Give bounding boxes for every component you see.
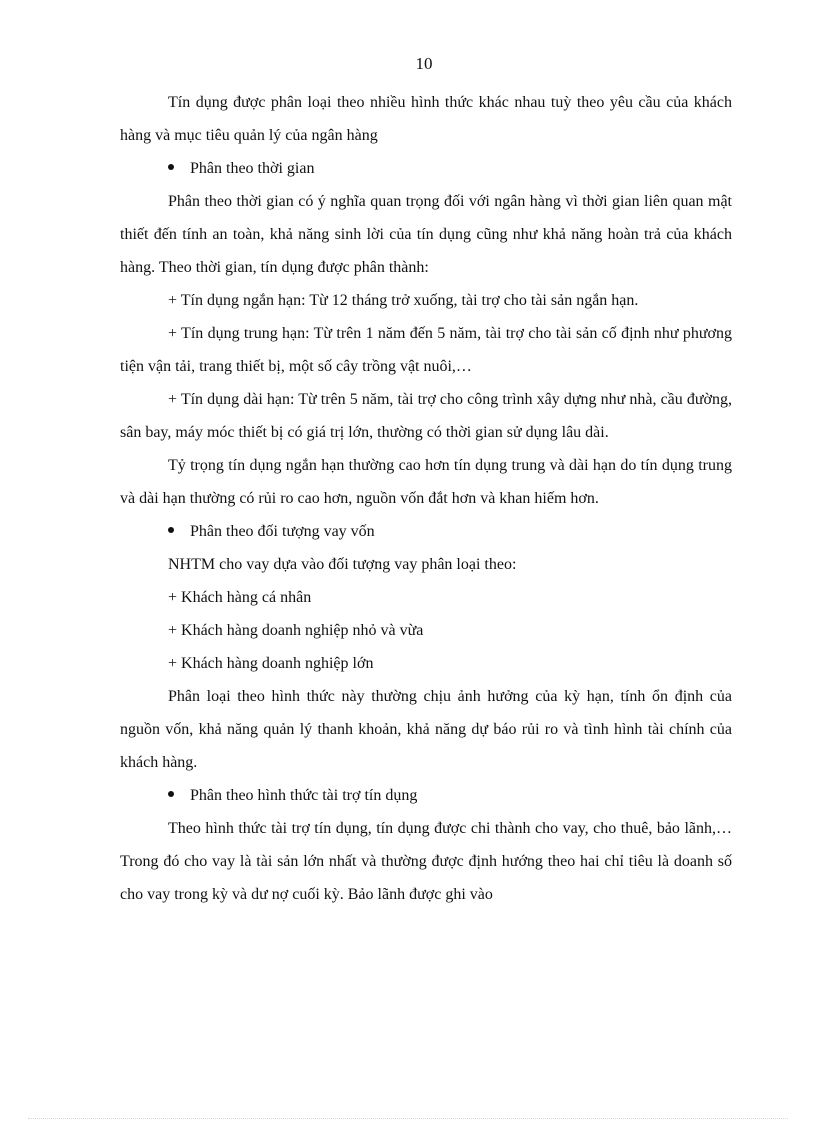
- intro-paragraph: Tín dụng được phân loại theo nhiều hình thức khác nhau tuỳ theo yêu cầu của khách hàng và mục tiêu quản lý của ngân hàng: [120, 94, 732, 144]
- bullet-dot-icon: [168, 527, 174, 533]
- classification-paragraph: Phân loại theo hình thức này thường chịu ảnh hưởng của kỳ hạn, tính ổn định của nguồn vốn, khả năng quản lý thanh khoản, khả năng dự báo rủi ro và tình hình tài chính của khách hàng.: [120, 688, 732, 771]
- document-body: [120, 86, 732, 911]
- section-bullet-time: [120, 152, 732, 185]
- bullet-label: Phân theo thời gian: [190, 160, 315, 177]
- long-term-item: + Tín dụng dài hạn: Từ trên 5 năm, tài trợ cho công trình xây dựng như nhà, cầu đường, sân bay, máy móc thiết bị có giá trị lớn, thường có thời gian sử dụng lâu dài.: [120, 391, 732, 441]
- page-bottom-divider: [28, 1118, 788, 1119]
- short-term-item: + Tín dụng ngắn hạn: Từ 12 tháng trở xuống, tài trợ cho tài sản ngắn hạn.: [168, 292, 639, 309]
- bullet-dot-icon: [168, 791, 174, 797]
- time-paragraph: Phân theo thời gian có ý nghĩa quan trọng đối với ngân hàng vì thời gian liên quan mật thiết đến tính an toàn, khả năng sinh lời của tín dụng cũng như khả năng hoàn trả của khách hàng. Theo thời gian, tín dụng được phân thành:: [120, 193, 732, 276]
- financing-paragraph: Theo hình thức tài trợ tín dụng, tín dụng được chi thành cho vay, cho thuê, bảo lãnh,… Trong đó cho vay là tài sản lớn nhất và thường được định hướng theo hai chỉ tiêu là doanh số cho vay trong kỳ và dư nợ cuối kỳ. Bảo lãnh được ghi vào: [120, 820, 732, 903]
- medium-term-item: + Tín dụng trung hạn: Từ trên 1 năm đến 5 năm, tài trợ cho tài sản cố định như phương tiện vận tải, trang thiết bị, một số cây trồng vật nuôi,…: [120, 325, 732, 375]
- ratio-paragraph: Tỷ trọng tín dụng ngắn hạn thường cao hơn tín dụng trung và dài hạn do tín dụng trung và dài hạn thường có rủi ro cao hơn, nguồn vốn đắt hơn và khan hiếm hơn.: [120, 457, 732, 507]
- section-bullet-borrower: [120, 515, 732, 548]
- section-bullet-financing: [120, 779, 732, 812]
- page-number: 10: [415, 54, 433, 73]
- bullet-label: Phân theo đối tượng vay vốn: [190, 523, 375, 540]
- borrower-sme: + Khách hàng doanh nghiệp nhỏ và vừa: [168, 622, 424, 639]
- borrower-individual: + Khách hàng cá nhân: [168, 589, 312, 606]
- borrower-intro: NHTM cho vay dựa vào đối tượng vay phân loại theo:: [168, 556, 517, 573]
- bullet-dot-icon: [168, 164, 174, 170]
- borrower-large: + Khách hàng doanh nghiệp lớn: [168, 655, 374, 672]
- bullet-label: Phân theo hình thức tài trợ tín dụng: [190, 787, 418, 804]
